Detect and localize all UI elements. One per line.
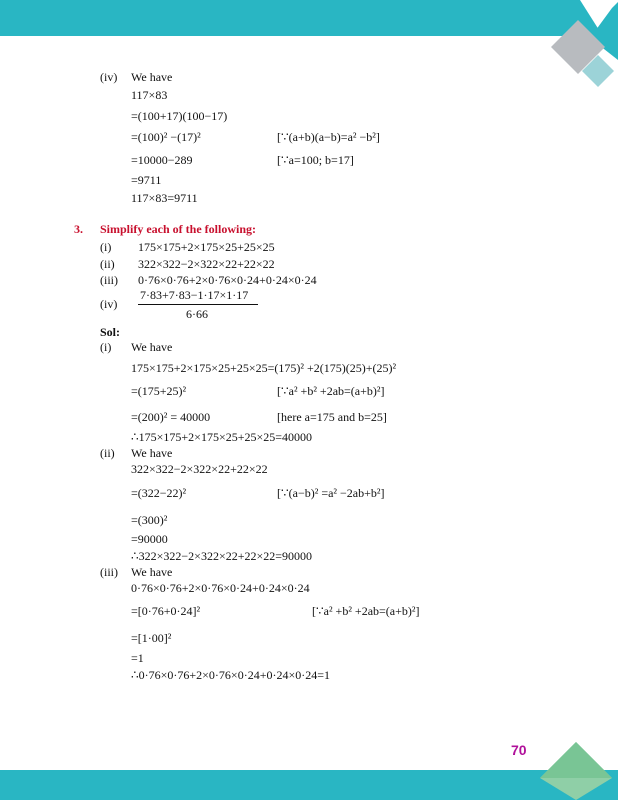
- solution-intro: We have: [131, 565, 173, 579]
- solution-line: 175×175+2×175×25+25×25=(175)² +2(175)(25)+(25)²: [131, 361, 397, 375]
- fraction-numerator: 7·83+7·83−1·17×1·17: [140, 288, 249, 302]
- solution-intro: We have: [131, 340, 173, 354]
- part-iv-line: =(100+17)(100−17): [131, 109, 228, 123]
- question-item-label: (iv): [100, 297, 118, 311]
- question-item-expr: 322×322−2×322×22+22×22: [138, 257, 275, 271]
- question-item-expr: 175×175+2×175×25+25×25: [138, 240, 275, 254]
- part-iv-reason: [∵(a+b)(a−b)=a² −b²]: [277, 130, 380, 144]
- part-iv-line: 117×83: [131, 88, 168, 102]
- part-iv-reason: [∵a=100; b=17]: [277, 153, 354, 167]
- solution-line: ∴175×175+2×175×25+25×25=40000: [131, 430, 313, 444]
- part-iv-line: 117×83=9711: [131, 191, 198, 205]
- bottom-diamond-top: [540, 742, 612, 778]
- solution-reason: [∵a² +b² +2ab=(a+b)²]: [312, 604, 420, 618]
- question-number: 3.: [74, 222, 83, 236]
- solution-part-label: (ii): [100, 446, 115, 460]
- solution-part-label: (iii): [100, 565, 118, 579]
- question-heading: Simplify each of the following:: [100, 222, 256, 236]
- part-iv-label: (iv): [100, 70, 118, 84]
- part-iv-line: =9711: [131, 173, 162, 187]
- part-iv-intro: We have: [131, 70, 173, 84]
- fraction-denominator: 6·66: [186, 307, 208, 321]
- question-item-label: (iii): [100, 273, 118, 287]
- solution-reason: [∵(a−b)² =a² −2ab+b²]: [277, 486, 385, 500]
- part-iv-line: =10000−289: [131, 153, 193, 167]
- solution-line: =(300)²: [131, 513, 168, 527]
- solution-reason: [here a=175 and b=25]: [277, 410, 387, 424]
- solution-line: 322×322−2×322×22+22×22: [131, 462, 268, 476]
- solution-line: =[1·00]²: [131, 631, 172, 645]
- solution-line: 0·76×0·76+2×0·76×0·24+0·24×0·24: [131, 581, 310, 595]
- page-number: 70: [511, 742, 527, 758]
- solution-intro: We have: [131, 446, 173, 460]
- fraction-bar: [138, 304, 258, 305]
- question-item-expr: 0·76×0·76+2×0·76×0·24+0·24×0·24: [138, 273, 317, 287]
- solution-line: =90000: [131, 532, 168, 546]
- solution-line: =(175+25)²: [131, 384, 187, 398]
- solution-reason: [∵a² +b² +2ab=(a+b)²]: [277, 384, 385, 398]
- solution-line: ∴0·76×0·76+2×0·76×0·24+0·24×0·24=1: [131, 668, 330, 682]
- solution-line: =1: [131, 651, 144, 665]
- solution-heading: Sol:: [100, 325, 121, 339]
- solution-line: ∴322×322−2×322×22+22×22=90000: [131, 549, 313, 563]
- solution-part-label: (i): [100, 340, 112, 354]
- solution-line: =(322−22)²: [131, 486, 187, 500]
- part-iv-line: =(100)² −(17)²: [131, 130, 201, 144]
- question-item-label: (ii): [100, 257, 115, 271]
- question-item-label: (i): [100, 240, 112, 254]
- solution-line: =[0·76+0·24]²: [131, 604, 201, 618]
- solution-line: =(200)² = 40000: [131, 410, 211, 424]
